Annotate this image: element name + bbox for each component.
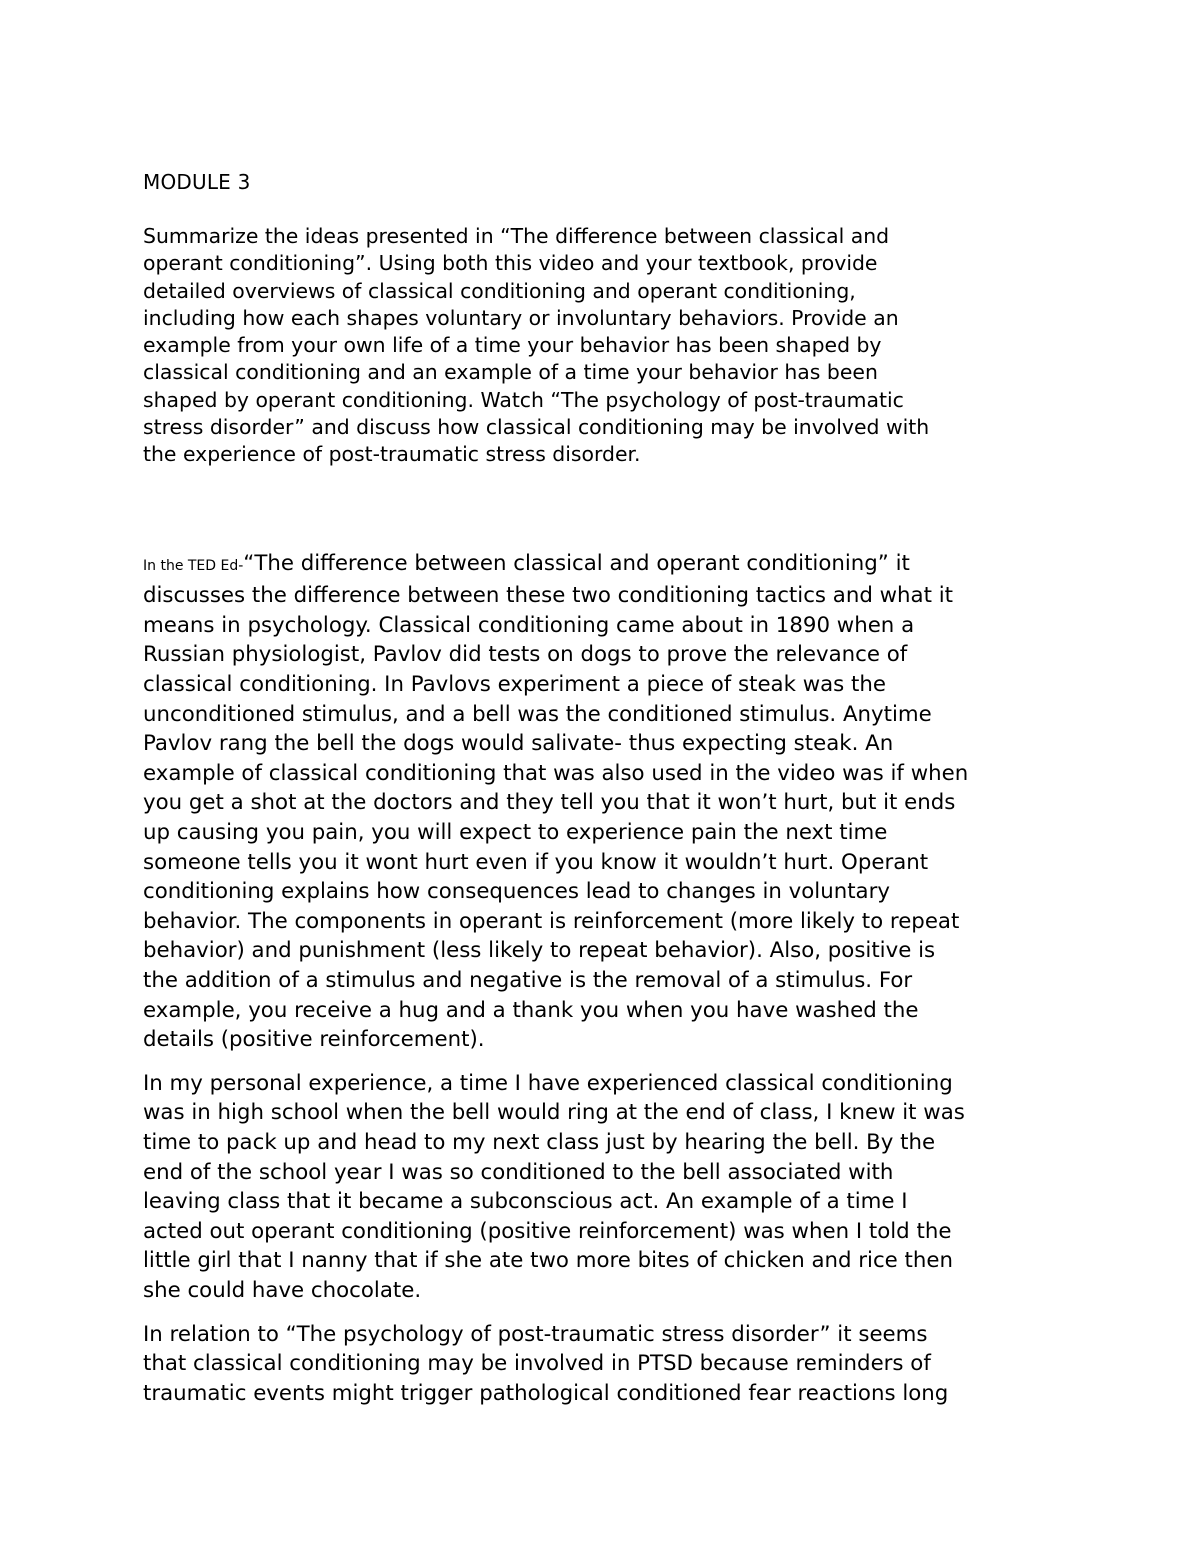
paragraph-1-text: “The difference between classical and operant conditioning” it discusses the difference between these two conditioning tactics and what it means in psychology. Classical conditioning came about in 1890 when a Russian physiologist, Pavlov did tests on dogs to prove the relevance of classical conditioning. In Pavlovs experiment a piece of steak was the unconditioned stimulus, and a bell was the conditioned stimulus. Anytime Pavlov rang the bell the dogs would salivate- thus expecting steak. An example of classical conditioning that was also used in the video was if when you get a shot at the doctors and they tell you that it won’t hurt, but it ends up causing you pain, you will expect to experience pain the next time someone tells you it wont hurt even if you know it wouldn’t hurt. Operant conditioning explains how consequences lead to changes in voluntary behavior. The components in operant is reinforcement (more likely to repeat behavior) and punishment (less likely to repeat behavior). Also, positive is the addition of a stimulus and negative is the removal of a stimulus. For example, you receive a hug and a thank you when you have washed the details (positive reinforcement). bbox=[143, 550, 969, 1053]
essay-paragraph-3: In relation to “The psychology of post-traumatic stress disorder” it seems that classical conditioning may be involved in PTSD because reminders of traumatic events might trigger pathological conditioned fear reactions long bbox=[143, 1321, 949, 1406]
assignment-prompt: Summarize the ideas presented in “The difference between classical and operant conditioning”. Using both this video and your textbook, provide detailed overviews of classical conditioning and operant conditioning, including how each shapes voluntary or involuntary behaviors. Provide an example from your own life of a time your behavior has been shaped by classical conditioning and an example of a time your behavior has been shaped by operant conditioning. Watch “The psychology of post-traumatic stress disorder” and discuss how classical conditioning may be involved with the experience of post-traumatic stress disorder. bbox=[143, 224, 930, 467]
essay-paragraph-1 bbox=[143, 549, 1063, 1055]
module-heading: MODULE 3 bbox=[143, 170, 251, 194]
document-body bbox=[143, 168, 1063, 1408]
paragraph-lead: In the TED Ed- bbox=[143, 557, 244, 574]
essay-paragraph-2: In my personal experience, a time I have experienced classical conditioning was in high school when the bell would ring at the end of class, I knew it was time to pack up and head to my next class just by hearing the bell. By the end of the school year I was so conditioned to the bell associated with leaving class that it became a subconscious act. An example of a time I acted out operant conditioning (positive reinforcement) was when I told the little girl that I nanny that if she ate two more bites of chicken and rice then she could have chocolate. bbox=[143, 1070, 965, 1303]
